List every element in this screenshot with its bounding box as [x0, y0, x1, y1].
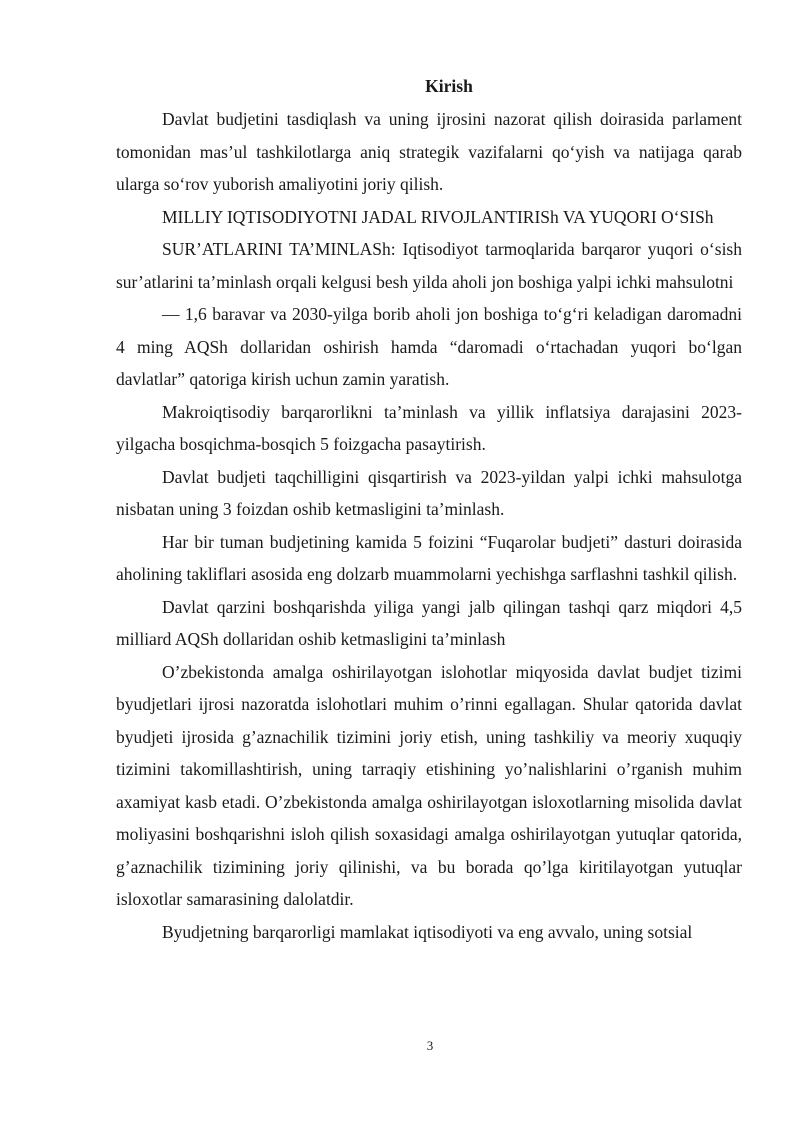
paragraph-5: Makroiqtisodiy barqarorlikni ta’minlash va yillik inflatsiya darajasini 2023-yilgacha bosqichma-bosqich 5 foizgacha pasaytirish. — [116, 401, 742, 454]
page-content — [116, 74, 742, 948]
paragraph-10: Byudjetning barqarorligi mamlakat iqtisodiyoti va eng avvalo, uning sotsial — [162, 921, 693, 942]
paragraph-3: SUR’ATLARINI TA’MINLASh: Iqtisodiyot tarmoqlarida barqaror yuqori o‘sish sur’atlarini ta’minlash orqali kelgusi besh yilda aholi jon boshiga yalpi ichki mahsulotni — [116, 239, 742, 292]
section-title: Kirish — [425, 76, 473, 96]
paragraph-6: Davlat budjeti taqchilligini qisqartirish va 2023-yildan yalpi ichki mahsulotga nisbatan uning 3 foizdan oshib ketmasligini ta’minlash. — [116, 466, 742, 519]
page-number: 3 — [426, 1038, 434, 1053]
paragraph-2: MILLIY IQTISODIYOTNI JADAL RIVOJLANTIRISh VA YUQORI O‘SISh — [162, 206, 714, 227]
paragraph-1: Davlat budjetini tasdiqlash va uning ijrosini nazorat qilish doirasida parlament tomonidan mas’ul tashkilotlarga aniq strategik vazifalarni qo‘yish va natijaga qarab ularga so‘rov yuborish amaliyotini joriy qilish. — [116, 109, 742, 194]
paragraph-4: — 1,6 baravar va 2030-yilga borib aholi jon boshiga to‘g‘ri keladigan daromadni 4 ming AQSh dollaridan oshirish hamda “daromadi o‘rtachadan yuqori bo‘lgan davlatlar” qatoriga kirish uchun zamin yaratish. — [116, 304, 742, 389]
paragraph-9: O’zbekistonda amalga oshirilayotgan islohotlar miqyosida davlat budjet tizimi byudjetlari ijrosi nazoratda islohotlari muhim o’rinni egallagan. Shular qatorida davlat byudjeti ijrosida g’aznachilik tizimini joriy etish, uning tashkiliy va meoriy xuquqiy tizimini takomillashtirish, uning tarraqiy etishining yo’nalishlarini o’rganish muhim axamiyat kasb etadi. O’zbekistonda amalga oshirilayotgan isloxotlarning misolida davlat moliyasini boshqarishni isloh qilish soxasidagi amalga oshirilayotgan yutuqlar qatorida, g’aznachilik tizimining joriy qilinishi, va bu borada qo’lga kiritilayotgan yutuqlar isloxotlar samarasining dalolatdir. — [116, 661, 742, 909]
paragraph-8: Davlat qarzini boshqarishda yiliga yangi jalb qilingan tashqi qarz miqdori 4,5 milliard AQSh dollaridan oshib ketmasligini ta’minlash — [116, 596, 742, 649]
paragraph-7: Har bir tuman budjetining kamida 5 foizini “Fuqarolar budjeti” dasturi doirasida aholining takliflari asosida eng dolzarb muammolarni yechishga sarflashni tashkil qilish. — [116, 531, 742, 584]
